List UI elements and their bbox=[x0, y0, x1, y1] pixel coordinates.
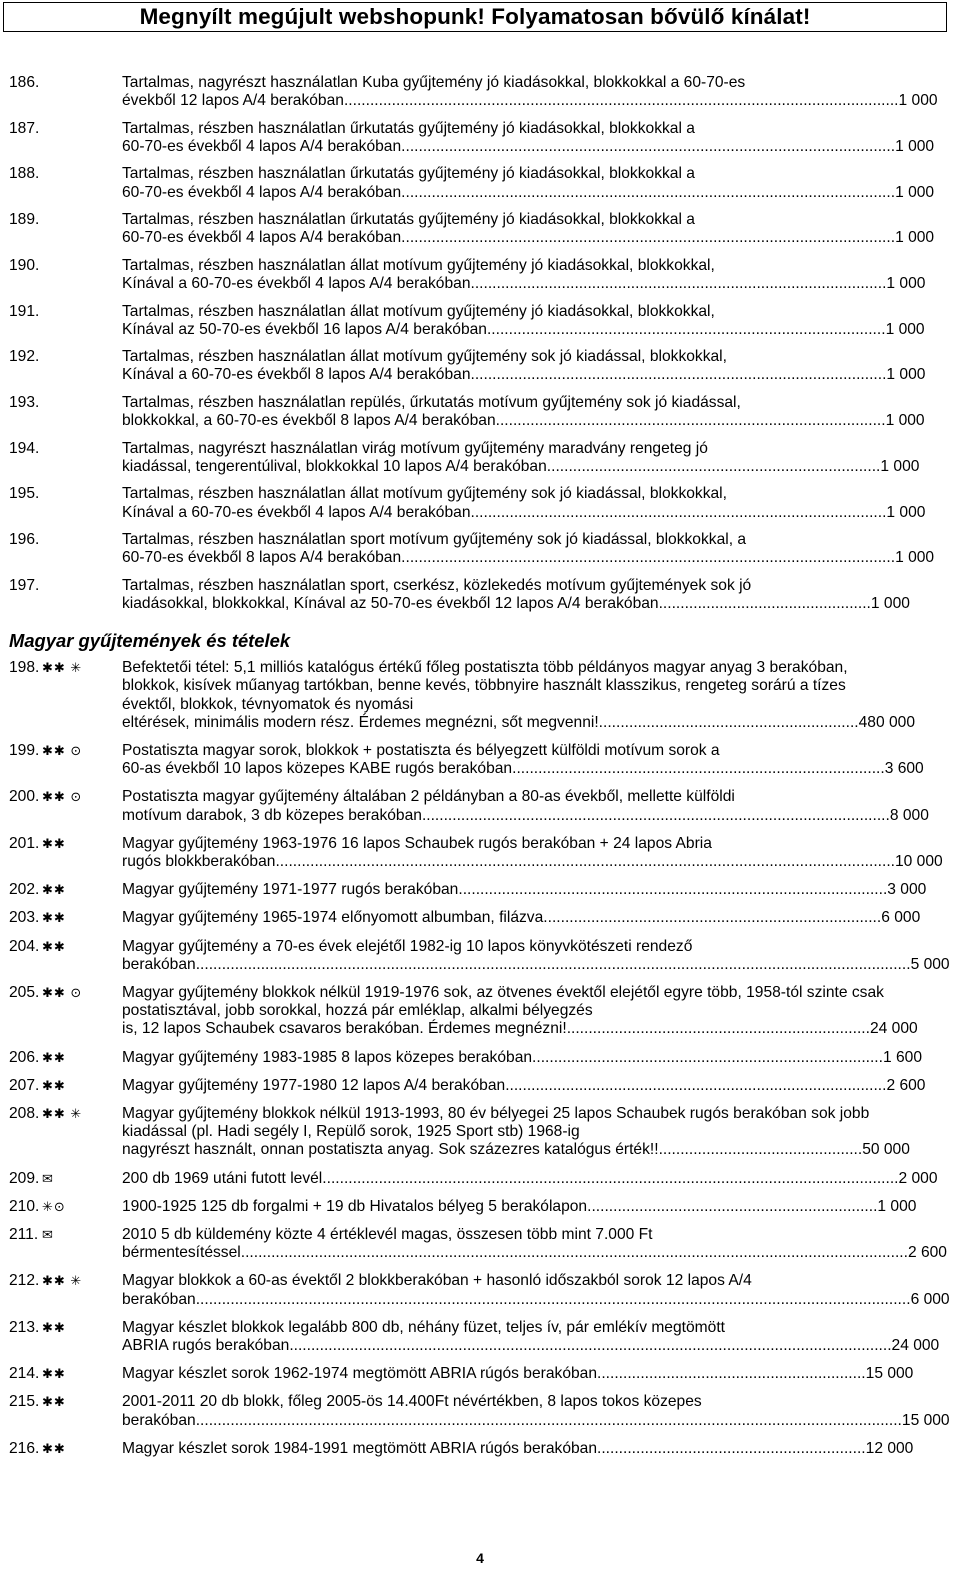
lot-number: 207. bbox=[9, 1076, 40, 1094]
lot-number: 192. bbox=[9, 348, 40, 366]
description-tail: Kínával a 60-70-es évekből 4 lapos A/4 berakóban bbox=[122, 503, 471, 521]
description-tail: 60-70-es évekből 4 lapos A/4 berakóban bbox=[122, 229, 402, 247]
description-tail: 60-70-es évekből 4 lapos A/4 berakóban bbox=[122, 183, 402, 201]
price: 1 000 bbox=[895, 183, 935, 201]
price: 1 000 bbox=[895, 137, 935, 155]
price-line bbox=[122, 92, 938, 110]
condition-symbol-icon: ✱✱ ⊙ bbox=[42, 742, 83, 758]
lot-description bbox=[122, 1439, 914, 1458]
price: 1 000 bbox=[885, 412, 925, 430]
catalog-item bbox=[0, 303, 960, 339]
catalog-item bbox=[0, 984, 960, 1039]
price-line bbox=[122, 412, 925, 430]
description-text: Tartalmas, részben használatlan állat motívum gyűjtemény jó kiadásokkal, blokkokkal, bbox=[122, 256, 715, 274]
description-tail: Magyar gyűjtemény 1965-1974 előnyomott albumban, filázva bbox=[122, 909, 544, 927]
price-line bbox=[122, 955, 950, 974]
dot-leader: ..................................................................................................................................... bbox=[322, 1169, 899, 1187]
lot-description bbox=[122, 1272, 950, 1308]
dot-leader: .............................................................................. bbox=[543, 909, 882, 927]
condition-symbol-icon: ✱✱ ✳ bbox=[42, 660, 83, 676]
dot-leader: ................................................................................................ bbox=[470, 366, 887, 384]
lot-number: 196. bbox=[9, 531, 40, 549]
condition-symbol-icon: ✱✱ ⊙ bbox=[42, 984, 83, 1000]
price: 24 000 bbox=[891, 1337, 940, 1355]
description-tail: blokkokkal, a 60-70-es évekből 8 lapos A/4 berakóban bbox=[122, 412, 496, 430]
dot-leader: ................................................................................................ bbox=[470, 275, 887, 293]
lot-number: 191. bbox=[9, 302, 40, 320]
description-tail: 60-70-es évekből 4 lapos A/4 berakóban bbox=[122, 137, 402, 155]
price: 3 000 bbox=[887, 881, 927, 899]
price-line bbox=[122, 275, 926, 293]
price-line bbox=[122, 1411, 950, 1430]
lot-description bbox=[122, 788, 929, 824]
lot-description bbox=[122, 881, 927, 899]
lot-number: 216. bbox=[9, 1439, 40, 1457]
price: 1 000 bbox=[870, 594, 910, 612]
description-tail: 200 db 1969 utáni futott levél bbox=[122, 1169, 323, 1187]
catalog-listing bbox=[0, 74, 960, 1468]
dot-leader: ................................................................... bbox=[587, 1197, 878, 1215]
description-text: Tartalmas, részben használatlan űrkutatás gyűjtemény jó kiadásokkal, blokkokkal a bbox=[122, 165, 695, 183]
section-title-hungarian: Magyar gyűjtemények és tételek bbox=[9, 630, 291, 652]
condition-symbol-icon: ✱✱ ✳ bbox=[42, 1273, 83, 1289]
section-general-collections bbox=[0, 74, 960, 613]
price-line bbox=[122, 183, 935, 202]
lot-description bbox=[122, 937, 950, 974]
dot-leader: ..................................................................................................................................................................... bbox=[195, 1290, 911, 1308]
description-tail: 60-as évekből 10 lapos közepes KABE rugós berakóban bbox=[122, 760, 513, 778]
lot-description bbox=[122, 211, 935, 247]
lot-description bbox=[122, 1226, 947, 1262]
price-line bbox=[122, 1048, 923, 1067]
lot-description bbox=[122, 1393, 950, 1429]
description-tail: Magyar készlet sorok 1962-1974 megtömött ABRIA rúgós berakóban bbox=[122, 1365, 598, 1383]
description-tail: eltérések, minimális modern rész. Érdemes megnézni, sőt megvenni! bbox=[122, 713, 599, 731]
lot-number: 190. bbox=[9, 256, 40, 274]
lot-description bbox=[122, 1048, 923, 1067]
lot-number: 186. bbox=[9, 74, 40, 91]
description-text: Tartalmas, részben használatlan űrkutatás gyűjtemény jó kiadásokkal, blokkokkal a bbox=[122, 211, 695, 229]
lot-description bbox=[122, 1197, 917, 1216]
price-line bbox=[122, 1439, 914, 1458]
lot-description bbox=[122, 1076, 926, 1095]
lot-description bbox=[122, 393, 925, 430]
price: 1 000 bbox=[885, 320, 925, 338]
lot-description bbox=[122, 1318, 940, 1355]
lot-number: 195. bbox=[9, 485, 40, 503]
description-text: Magyar készlet blokkok legalább 800 db, néhány füzet, teljes ív, pár emlékív megtömött bbox=[122, 1318, 725, 1336]
price: 1 600 bbox=[882, 1048, 923, 1066]
catalog-item bbox=[0, 788, 960, 824]
description-text: Tartalmas, részben használatlan állat motívum gyűjtemény sok jó kiadással, blokkokkal, bbox=[122, 485, 727, 503]
catalog-item bbox=[0, 1365, 960, 1383]
dot-leader: .......................................................................................................................................................... bbox=[240, 1244, 908, 1262]
catalog-item bbox=[0, 1440, 960, 1458]
dot-leader: ............................................................................. bbox=[546, 457, 881, 475]
lot-description bbox=[122, 531, 935, 567]
price-line bbox=[122, 852, 943, 871]
price-line bbox=[122, 881, 927, 899]
lot-description bbox=[122, 119, 935, 156]
price-line bbox=[122, 909, 921, 927]
catalog-item bbox=[0, 120, 960, 156]
dot-leader: .................................................................................................................. bbox=[401, 549, 896, 567]
catalog-item bbox=[0, 394, 960, 430]
dot-leader: ............................................................................................................ bbox=[421, 806, 890, 824]
price: 15 000 bbox=[901, 1411, 950, 1429]
dot-leader: ..................................................................................................................................................................... bbox=[195, 955, 911, 973]
dot-leader: ................................................................................................... bbox=[458, 881, 888, 899]
catalog-item bbox=[0, 577, 960, 613]
condition-symbol-icon: ✱✱ bbox=[42, 1319, 66, 1335]
description-tail: Magyar gyűjtemény 1983-1985 8 lapos közepes berakóban bbox=[122, 1048, 533, 1066]
lot-number: 200. bbox=[9, 788, 40, 806]
condition-symbol-icon: ✱✱ bbox=[42, 938, 66, 954]
dot-leader: .................................................................................................................. bbox=[401, 137, 896, 155]
description-tail: ABRIA rugós berakóban bbox=[122, 1337, 290, 1355]
lot-number: 203. bbox=[9, 909, 40, 927]
condition-symbol-icon: ✳⊙ bbox=[42, 1198, 66, 1214]
catalog-item bbox=[0, 881, 960, 899]
condition-symbol-icon: ✱✱ bbox=[42, 1366, 66, 1382]
catalog-item bbox=[0, 485, 960, 521]
description-tail: rugós blokkberakóban bbox=[122, 852, 276, 870]
catalog-item bbox=[0, 659, 960, 732]
lot-number: 204. bbox=[9, 937, 40, 955]
lot-number: 206. bbox=[9, 1048, 40, 1066]
lot-number: 209. bbox=[9, 1169, 40, 1187]
dot-leader: ................................................................................................ bbox=[470, 503, 887, 521]
description-text: Tartalmas, részben használatlan állat motívum gyűjtemény sok jó kiadással, blokkokkal, bbox=[122, 348, 727, 366]
price-line bbox=[122, 806, 929, 825]
price: 2 600 bbox=[886, 1076, 926, 1094]
price-line bbox=[122, 1197, 917, 1216]
price-line bbox=[122, 457, 920, 476]
lot-number: 202. bbox=[9, 881, 40, 899]
lot-description bbox=[122, 983, 918, 1039]
lot-number: 187. bbox=[9, 119, 40, 137]
dot-leader: ................................................................................. bbox=[532, 1048, 883, 1066]
catalog-item bbox=[0, 257, 960, 293]
price: 12 000 bbox=[865, 1439, 914, 1457]
lot-number: 205. bbox=[9, 983, 40, 1001]
catalog-item bbox=[0, 1049, 960, 1067]
catalog-item bbox=[0, 938, 960, 974]
lot-number: 201. bbox=[9, 834, 40, 852]
catalog-item bbox=[0, 74, 960, 110]
price-line bbox=[122, 229, 935, 247]
price: 480 000 bbox=[858, 713, 915, 731]
catalog-item bbox=[0, 1170, 960, 1188]
lot-number: 188. bbox=[9, 165, 40, 183]
lot-number: 208. bbox=[9, 1105, 40, 1122]
lot-description bbox=[122, 485, 926, 521]
price: 1 000 bbox=[886, 275, 926, 293]
dot-leader: ........................................................................................................................................... bbox=[289, 1337, 892, 1355]
description-text: Tartalmas, részben használatlan sport, cserkész, közlekedés motívum gyűjtemények sok jó bbox=[122, 576, 752, 594]
lot-number: 211. bbox=[9, 1226, 39, 1244]
price-line bbox=[122, 1169, 938, 1188]
dot-leader: .............................................................. bbox=[597, 1439, 866, 1457]
description-text: Befektetői tétel: 5,1 milliós katalógus értékű főleg postatiszta több példányos magyar anyag 3 berakóban, blokkok, kisívek műanyag tartókban, benne kevés, többnyire használt klasszikus, rengeteg sorárú a tízes évektől, blokkok, tévnyomatok és nyomási bbox=[122, 659, 848, 713]
catalog-item bbox=[0, 835, 960, 871]
description-text: Tartalmas, nagyrészt használatlan virág motívum gyűjtemény maradvány rengeteg jó bbox=[122, 439, 708, 457]
description-text: 2001-2011 20 db blokk, főleg 2005-ös 14.400Ft névértékben, 8 lapos tokos közepes bbox=[122, 1393, 702, 1411]
condition-symbol-icon: ✱✱ bbox=[42, 1077, 66, 1093]
lot-number: 199. bbox=[9, 741, 40, 759]
catalog-item bbox=[0, 1105, 960, 1160]
price-line bbox=[122, 1020, 918, 1038]
catalog-item bbox=[0, 1272, 960, 1308]
price: 6 000 bbox=[910, 1290, 950, 1308]
price-line bbox=[122, 713, 915, 732]
description-tail: évekből 12 lapos A/4 berakóban bbox=[122, 92, 344, 110]
catalog-item bbox=[0, 1319, 960, 1355]
price-line bbox=[122, 503, 926, 522]
price-line bbox=[122, 760, 924, 778]
lot-description bbox=[122, 165, 935, 201]
description-text: Tartalmas, részben használatlan állat motívum gyűjtemény jó kiadásokkal, blokkokkal, bbox=[122, 302, 715, 320]
lot-number: 210. bbox=[9, 1197, 40, 1215]
dot-leader: ............................................... bbox=[658, 1141, 863, 1159]
lot-description bbox=[122, 1365, 914, 1383]
price: 8 000 bbox=[889, 806, 929, 824]
catalog-item bbox=[0, 1393, 960, 1429]
price-line bbox=[122, 1244, 947, 1262]
condition-symbol-icon: ✱✱ bbox=[42, 882, 66, 898]
condition-symbol-icon: ✱✱ bbox=[42, 835, 66, 851]
description-text: Tartalmas, részben használatlan sport motívum gyűjtemény sok jó kiadással, blokkokkal, a bbox=[122, 531, 747, 549]
description-tail: Magyar gyűjtemény 1971-1977 rugós berakóban bbox=[122, 881, 459, 899]
price-line bbox=[122, 594, 910, 613]
description-text: Postatiszta magyar gyűjtemény általában 2 példányban a 80-as évekből, mellette külföldi bbox=[122, 788, 735, 806]
lot-description bbox=[122, 741, 924, 778]
lot-number: 197. bbox=[9, 576, 40, 594]
description-text: Magyar gyűjtemény blokkok nélkül 1919-1976 sok, az ötvenes évektől elejétől egyre több, 1958-tól szinte csak postatisztával, jobb sorokkal, hozzá pár emléklap, alkalmi bélyegzés bbox=[122, 983, 884, 1020]
catalog-item bbox=[0, 211, 960, 247]
description-tail: kiadással, tengerentúlival, blokkokkal 10 lapos A/4 berakóban bbox=[122, 457, 547, 475]
catalog-item bbox=[0, 165, 960, 201]
description-text: Postatiszta magyar sorok, blokkok + postatiszta és bélyegzett külföldi motívum sorok a bbox=[122, 741, 720, 759]
price: 15 000 bbox=[865, 1365, 914, 1383]
lot-description bbox=[122, 576, 910, 613]
lot-description bbox=[122, 1169, 938, 1188]
lot-description bbox=[122, 1105, 910, 1160]
page-number: 4 bbox=[476, 1550, 484, 1566]
catalog-item bbox=[0, 1077, 960, 1095]
catalog-item bbox=[0, 1226, 960, 1262]
description-tail: is, 12 lapos Schaubek csavaros berakóban. Érdemes megnézni! bbox=[122, 1020, 567, 1038]
lot-description bbox=[122, 659, 915, 732]
lot-number: 193. bbox=[9, 393, 40, 411]
lot-description bbox=[122, 348, 926, 384]
lot-number: 212. bbox=[9, 1272, 40, 1290]
dot-leader: .......................................................................................... bbox=[495, 412, 886, 430]
price-line bbox=[122, 549, 935, 567]
dot-leader: .................................................................................................................. bbox=[401, 183, 896, 201]
lot-description bbox=[122, 834, 943, 871]
catalog-item bbox=[0, 909, 960, 927]
price: 50 000 bbox=[862, 1141, 910, 1159]
price: 1 000 bbox=[895, 549, 935, 567]
catalog-item bbox=[0, 1198, 960, 1216]
description-tail: Kínával a 60-70-es évekből 8 lapos A/4 berakóban bbox=[122, 366, 471, 384]
description-tail: 1900-1925 125 db forgalmi + 19 db Hivatalos bélyeg 5 berakólapon bbox=[122, 1197, 588, 1215]
dot-leader: ................................................................................................................................................................... bbox=[195, 1411, 902, 1429]
description-text: Tartalmas, nagyrészt használatlan Kuba gyűjtemény jó kiadásokkal, blokkokkal a 60-70-es bbox=[122, 74, 746, 91]
description-tail: Magyar gyűjtemény 1977-1980 12 lapos A/4 berakóban bbox=[122, 1076, 506, 1094]
description-tail: bérmentesítéssel bbox=[122, 1244, 241, 1262]
dot-leader: ........................................................................................ bbox=[505, 1076, 887, 1094]
lot-number: 214. bbox=[9, 1365, 40, 1383]
dot-leader: ...................................................................................... bbox=[512, 760, 885, 778]
description-tail: Magyar készlet sorok 1984-1991 megtömött ABRIA rúgós berakóban bbox=[122, 1439, 598, 1457]
lot-number: 215. bbox=[9, 1393, 40, 1411]
dot-leader: ................................................. bbox=[658, 594, 871, 612]
price: 6 000 bbox=[881, 909, 921, 927]
announcement-banner: Megnyílt megújult webshopunk! Folyamatosan bővülő kínálat! bbox=[3, 2, 947, 32]
catalog-item bbox=[0, 531, 960, 567]
lot-number: 194. bbox=[9, 439, 40, 457]
description-text: Magyar blokkok a 60-as évektől 2 blokkberakóban + hasonló időszakból sorok 12 lapos A/4 bbox=[122, 1272, 752, 1290]
price: 1 000 bbox=[877, 1197, 917, 1215]
lot-description bbox=[122, 74, 938, 110]
price: 24 000 bbox=[869, 1020, 918, 1038]
price-line bbox=[122, 1365, 914, 1383]
price: 10 000 bbox=[895, 852, 943, 870]
price: 2 600 bbox=[907, 1244, 947, 1262]
dot-leader: ...................................................................... bbox=[566, 1020, 870, 1038]
dot-leader: .............................................................. bbox=[597, 1365, 866, 1383]
condition-symbol-icon: ✱✱ bbox=[42, 1440, 66, 1456]
dot-leader: ............................................................................................ bbox=[486, 320, 886, 338]
price: 1 000 bbox=[898, 92, 938, 110]
price: 3 600 bbox=[884, 760, 924, 778]
price: 2 000 bbox=[898, 1169, 938, 1187]
price-line bbox=[122, 1290, 950, 1309]
price-line bbox=[122, 137, 935, 156]
condition-symbol-icon: ✱✱ ✳ bbox=[42, 1106, 83, 1121]
price: 1 000 bbox=[886, 503, 926, 521]
description-tail: berakóban bbox=[122, 1411, 196, 1429]
price-line bbox=[122, 1141, 910, 1159]
price: 1 000 bbox=[880, 457, 920, 475]
condition-symbol-icon: ✉ bbox=[42, 1227, 54, 1243]
description-text: Tartalmas, részben használatlan űrkutatás gyűjtemény jó kiadásokkal, blokkokkal a bbox=[122, 119, 695, 137]
lot-description bbox=[122, 439, 920, 476]
dot-leader: ............................................................................................................................................... bbox=[275, 852, 895, 870]
section-hungarian-collections bbox=[0, 659, 960, 1458]
description-tail: kiadásokkal, blokkokkal, Kínával az 50-70-es évekből 12 lapos A/4 berakóban bbox=[122, 594, 659, 612]
condition-symbol-icon: ✱✱ bbox=[42, 1049, 66, 1065]
lot-number: 198. bbox=[9, 659, 40, 677]
lot-number: 213. bbox=[9, 1318, 40, 1336]
description-text: Magyar gyűjtemény 1963-1976 16 lapos Schaubek rugós berakóban + 24 lapos Abria bbox=[122, 834, 712, 852]
description-text: 2010 5 db küldemény közte 4 értéklevél magas, összesen több mint 7.000 Ft bbox=[122, 1226, 653, 1244]
lot-number: 189. bbox=[9, 211, 40, 229]
price-line bbox=[122, 1337, 940, 1355]
condition-symbol-icon: ✉ bbox=[42, 1170, 54, 1186]
description-text: Magyar gyűjtemény a 70-es évek elejétől 1982-ig 10 lapos könyvkötészeti rendező bbox=[122, 937, 693, 955]
price: 1 000 bbox=[895, 229, 935, 247]
condition-symbol-icon: ✱✱ bbox=[42, 910, 66, 926]
description-tail: nagyrészt használt, onnan postatiszta anyag. Sok százezres katalógus érték!! bbox=[122, 1141, 659, 1159]
description-tail: Kínával a 60-70-es évekből 4 lapos A/4 berakóban bbox=[122, 275, 471, 293]
lot-description bbox=[122, 909, 921, 927]
price-line bbox=[122, 320, 925, 339]
description-tail: berakóban bbox=[122, 1290, 196, 1308]
dot-leader: ............................................................ bbox=[598, 713, 859, 731]
lot-description bbox=[122, 256, 926, 293]
price: 1 000 bbox=[886, 366, 926, 384]
dot-leader: .................................................................................................................. bbox=[401, 229, 896, 247]
price-line bbox=[122, 1076, 926, 1095]
condition-symbol-icon: ✱✱ bbox=[42, 1394, 66, 1410]
catalog-item bbox=[0, 348, 960, 384]
description-tail: motívum darabok, 3 db közepes berakóban bbox=[122, 806, 422, 824]
description-tail: Kínával az 50-70-es évekből 16 lapos A/4 berakóban bbox=[122, 320, 487, 338]
description-text: Tartalmas, részben használatlan repülés, űrkutatás motívum gyűjtemény sok jó kiadással, bbox=[122, 393, 741, 411]
description-tail: 60-70-es évekből 8 lapos A/4 berakóban bbox=[122, 549, 402, 567]
lot-description bbox=[122, 302, 925, 339]
catalog-item bbox=[0, 742, 960, 778]
condition-symbol-icon: ✱✱ ⊙ bbox=[42, 789, 83, 805]
dot-leader: ................................................................................................................................ bbox=[343, 92, 899, 110]
catalog-item bbox=[0, 440, 960, 476]
price: 5 000 bbox=[910, 955, 950, 973]
description-tail: berakóban bbox=[122, 955, 196, 973]
price-line bbox=[122, 366, 926, 384]
description-text: Magyar gyűjtemény blokkok nélkül 1913-1993, 80 év bélyegei 25 lapos Schaubek rugós berakóban sok jobb kiadással (pl. Hadi segély I, Repülő sorok, 1925 Sport stb) 1968-ig bbox=[122, 1105, 870, 1141]
